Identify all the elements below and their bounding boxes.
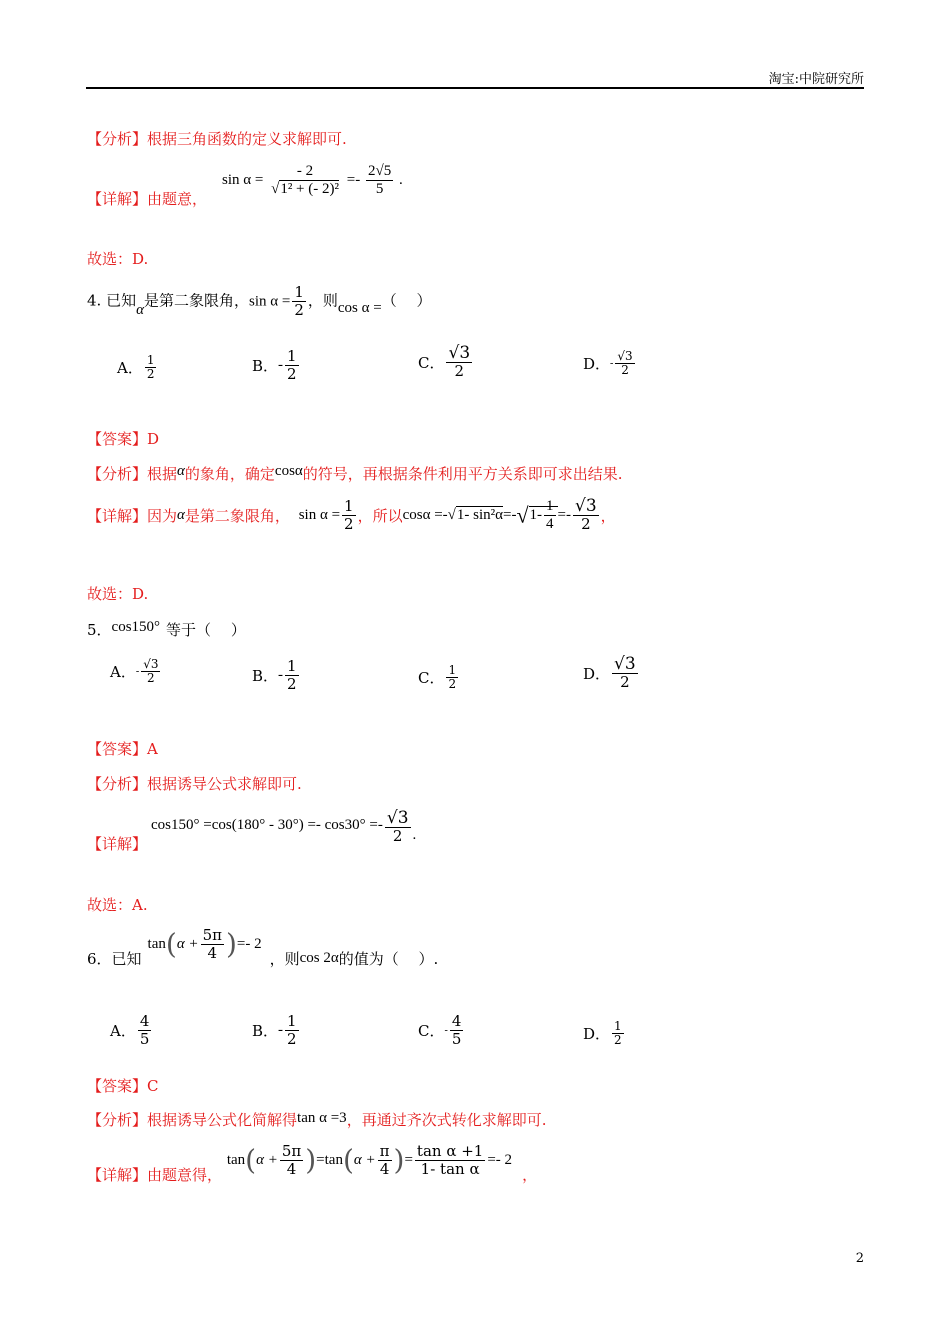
formula-lhs: sin α =	[222, 171, 264, 188]
q6-answer	[87, 1075, 159, 1096]
option-sign: -	[610, 358, 614, 369]
option-den: 2	[287, 1030, 297, 1048]
analysis-b: ，再通过齐次式转化求解即可.	[346, 1111, 547, 1129]
option-frac	[612, 1020, 624, 1047]
option-label: C．	[418, 354, 445, 372]
option-num: √3	[448, 343, 471, 363]
option-frac	[285, 658, 299, 693]
detail-d: =- 2	[487, 1152, 513, 1168]
q6-given: tan	[147, 936, 166, 952]
option-sign: -	[135, 666, 140, 677]
frac-den: √1² + (- 2)²	[271, 181, 340, 197]
q4-stem-a: 4. 已知	[87, 291, 137, 310]
analysis-a: 根据	[147, 465, 178, 483]
analysis-tag: 【分析】	[87, 775, 148, 793]
q5-stem-a: 5．	[87, 621, 112, 639]
option-frac	[285, 1013, 299, 1048]
q5-conclusion: 故选：A.	[87, 896, 148, 914]
analysis-formula: tan α =3	[297, 1110, 347, 1126]
option-den: 2	[287, 365, 297, 383]
option-frac	[141, 658, 160, 685]
q6-analysis	[87, 1109, 546, 1130]
option-num: √3	[617, 349, 633, 363]
formula-end: .	[398, 171, 403, 188]
q5-detail	[87, 808, 417, 853]
q5-answer	[87, 738, 158, 759]
detail-sin-num: 1	[344, 497, 354, 515]
option-frac	[450, 1013, 464, 1048]
q5-stem	[87, 615, 246, 639]
q6-ask: cos 2α	[299, 950, 339, 966]
detail-formula: cos150° =cos(180° - 30°) =- cos30° =-	[151, 817, 383, 833]
detail-b-den: 4	[379, 1160, 390, 1178]
q6-given-rhs: =- 2	[236, 936, 262, 952]
q4-stem-b: 是第二象限角，	[143, 291, 249, 310]
q4-option-d[interactable]	[583, 350, 637, 377]
detail-a-frac	[280, 1143, 303, 1178]
detail-f5: =-	[557, 507, 572, 523]
q6-stem-a: 6．已知	[87, 950, 142, 968]
analysis-text: 根据诱导公式求解即可.	[147, 775, 302, 793]
result-den: 5	[375, 181, 384, 197]
answer-tag: 【答案】	[87, 430, 148, 448]
option-label: B．	[252, 667, 279, 685]
analysis-cos: cosα	[274, 463, 303, 479]
option-frac	[145, 354, 157, 381]
detail-alpha: α	[177, 507, 185, 523]
q4-given-num: 1	[294, 283, 304, 301]
q4-analysis	[87, 463, 623, 484]
detail-b-frac	[378, 1143, 392, 1178]
detail-f4-frac	[544, 498, 556, 533]
option-label: A．	[110, 663, 136, 681]
detail-f4-num: 1	[546, 498, 554, 514]
q4-option-c[interactable]	[418, 345, 474, 380]
detail-res-num: √3	[575, 496, 597, 516]
q3-detail-formula	[222, 163, 403, 198]
option-label: A．	[117, 359, 143, 377]
option-sign: -	[278, 357, 284, 373]
q6-option-d[interactable]	[583, 1020, 626, 1047]
option-num: √3	[143, 657, 159, 671]
q5-option-c[interactable]	[418, 664, 460, 691]
q6-stem: 6．已知tan(α + $\frac{5\pi}{4}$ )=- 2，则cos 2α的值为（ ）.	[87, 926, 439, 968]
option-frac	[446, 664, 458, 691]
option-num: 1	[287, 657, 297, 675]
detail-sin: sin α =	[298, 507, 341, 523]
option-label: C．	[418, 1022, 445, 1040]
q5-option-a[interactable]	[110, 658, 162, 685]
answer-tag: 【答案】	[87, 740, 148, 758]
detail-c-den: 1- tan α	[420, 1160, 480, 1178]
option-num: 1	[287, 1012, 297, 1030]
detail-a-inner: α +	[256, 1152, 278, 1168]
q4-conclusion: 故选：D.	[87, 585, 149, 603]
analysis-tag: 【分析】	[87, 130, 148, 148]
q5-option-b[interactable]	[252, 658, 301, 693]
option-num: 4	[451, 1012, 462, 1030]
detail-text: 由题意，	[147, 190, 208, 208]
option-label: A．	[110, 1022, 136, 1040]
header-source: 淘宝:中院研究所	[768, 72, 864, 87]
detail-text: 由题意得，	[147, 1166, 223, 1184]
q4-ask: cos α =	[337, 299, 382, 316]
result-num: 2√5	[367, 163, 392, 179]
option-sign: -	[444, 1025, 448, 1036]
option-den: 2	[620, 673, 630, 691]
option-num: 4	[139, 1012, 150, 1030]
q3-conclusion: 故选：D.	[87, 250, 149, 268]
detail-end: .	[412, 827, 417, 843]
option-den: 2	[614, 1033, 622, 1047]
detail-tag: 【详解】	[87, 1166, 148, 1184]
detail-b-num: π	[379, 1142, 390, 1160]
q3-detail	[87, 188, 207, 209]
option-num: 1	[287, 347, 297, 365]
formula-frac	[269, 163, 341, 198]
answer-value: C	[147, 1077, 159, 1095]
option-den: 2	[448, 677, 457, 691]
detail-tag: 【详解】	[87, 190, 148, 208]
detail-sin-den: 2	[344, 515, 354, 533]
option-den: 2	[621, 363, 629, 377]
q4-answer	[87, 428, 159, 449]
detail-result-frac	[385, 810, 411, 845]
analysis-a: 根据诱导公式化简解得	[147, 1111, 298, 1129]
option-label: D．	[583, 355, 611, 373]
analysis-b: 的象角，确定	[184, 465, 275, 483]
analysis-tag: 【分析】	[87, 1111, 148, 1129]
q6-given-inner: α +	[176, 936, 199, 952]
option-den: 5	[451, 1030, 462, 1048]
q6-option-c[interactable]	[418, 1013, 465, 1048]
detail-c: ，所以	[357, 507, 403, 525]
frac-den-radicand: 1² + (- 2)²	[280, 181, 340, 197]
q4-option-b[interactable]	[252, 348, 301, 383]
answer-value: A	[147, 740, 158, 758]
detail-b-inner: α +	[353, 1152, 376, 1168]
answer-value: D	[147, 430, 160, 448]
option-frac	[285, 348, 299, 383]
q6-detail: 【详解】由题意得， tan(α + $\frac{5\pi}{4}$ )=tan(α + $\frac{\pi}{4}$ )= $\frac{\text{tan α +1}}{\text{1- tan α}}$ =- 2，	[87, 1142, 538, 1184]
option-label: D．	[583, 1025, 611, 1043]
option-label: C．	[418, 669, 445, 687]
option-num: 1	[146, 353, 155, 367]
option-sign: -	[278, 1022, 284, 1038]
option-sign: -	[278, 667, 284, 683]
detail-f4: 1-	[529, 506, 543, 523]
detail-tag: 【详解】	[87, 507, 148, 525]
q4-alpha: α	[136, 301, 144, 318]
analysis-tag: 【分析】	[87, 465, 148, 483]
q6-given-num: 5π	[202, 926, 222, 944]
analysis-text: 根据三角函数的定义求解即可.	[147, 130, 347, 148]
q6-stem-b: ，则	[269, 950, 300, 968]
detail-c-frac	[415, 1143, 485, 1178]
option-den: 2	[146, 367, 155, 381]
q4-given: sin α =	[248, 293, 291, 310]
q6-given-den: 4	[207, 944, 218, 962]
option-label: B．	[252, 357, 279, 375]
formula-eq: =-	[346, 171, 361, 188]
detail-res-num: √3	[386, 808, 409, 828]
q6-stem-c: 的值为（ ）.	[338, 950, 439, 968]
q4-given-frac	[292, 284, 306, 319]
option-num: 1	[614, 1019, 622, 1033]
q6-option-a[interactable]	[110, 1013, 153, 1048]
detail-b: =tan	[316, 1152, 343, 1168]
detail-f2: 1- sin²α	[456, 507, 503, 523]
q4-detail: 【详解】因为α是第二象限角， sin α = $\frac{1}{2}$ ，所以cosα =-√1- sin²α=-√1- $\frac{1}{4}$ =- $\frac{√3}{2}$ ，	[87, 496, 616, 533]
detail-result-frac	[573, 498, 599, 533]
detail-a-den: 4	[286, 1160, 297, 1178]
page-number: 2	[855, 1251, 864, 1266]
q5-option-d[interactable]	[583, 656, 640, 691]
detail-end: ，	[600, 507, 616, 525]
detail-f4-den: 4	[546, 516, 554, 532]
formula-result	[366, 163, 393, 198]
analysis-alpha: α	[177, 463, 185, 479]
detail-f1: cosα =-	[402, 507, 448, 523]
option-frac	[615, 350, 634, 377]
frac-num: - 2	[296, 163, 314, 179]
detail-res-den: 2	[581, 515, 591, 533]
q4-stem	[87, 284, 431, 319]
q5-formula: cos150°	[111, 619, 161, 635]
detail-end: ，	[522, 1166, 538, 1184]
q4-paren: （ ）	[381, 291, 432, 310]
option-den: 5	[139, 1030, 150, 1048]
detail-c: =	[404, 1152, 413, 1168]
detail-tag: 【详解】	[87, 835, 148, 853]
detail-b: 是第二象限角，	[184, 507, 290, 525]
q3-analysis	[87, 128, 347, 149]
option-den: 2	[287, 675, 297, 693]
option-label: B．	[252, 1022, 279, 1040]
q4-given-den: 2	[294, 301, 304, 319]
option-frac	[612, 656, 638, 691]
option-den: 2	[454, 362, 465, 380]
answer-tag: 【答案】	[87, 1077, 148, 1095]
q4-option-a[interactable]	[117, 354, 158, 381]
detail-c-num: tan α +1	[416, 1142, 484, 1160]
option-frac	[446, 345, 472, 380]
q6-option-b[interactable]	[252, 1013, 301, 1048]
detail-a: tan	[226, 1152, 246, 1168]
option-num: √3	[614, 654, 636, 674]
option-frac	[138, 1013, 152, 1048]
detail-a: 因为	[147, 507, 178, 525]
q4-stem-c: ，则	[307, 291, 338, 310]
detail-f3: =-	[503, 507, 517, 523]
option-label: D．	[583, 665, 611, 683]
q5-analysis	[87, 773, 302, 794]
detail-res-den: 2	[392, 827, 403, 845]
option-num: 1	[448, 663, 457, 677]
q6-given-frac	[201, 927, 224, 962]
option-den: 2	[147, 671, 155, 685]
detail-sin-frac	[342, 498, 356, 533]
detail-a-num: 5π	[281, 1142, 302, 1160]
q5-stem-b: 等于（ ）	[166, 621, 246, 639]
header-rule	[86, 87, 864, 89]
analysis-c: 的符号，再根据条件利用平方关系即可求出结果.	[302, 465, 623, 483]
